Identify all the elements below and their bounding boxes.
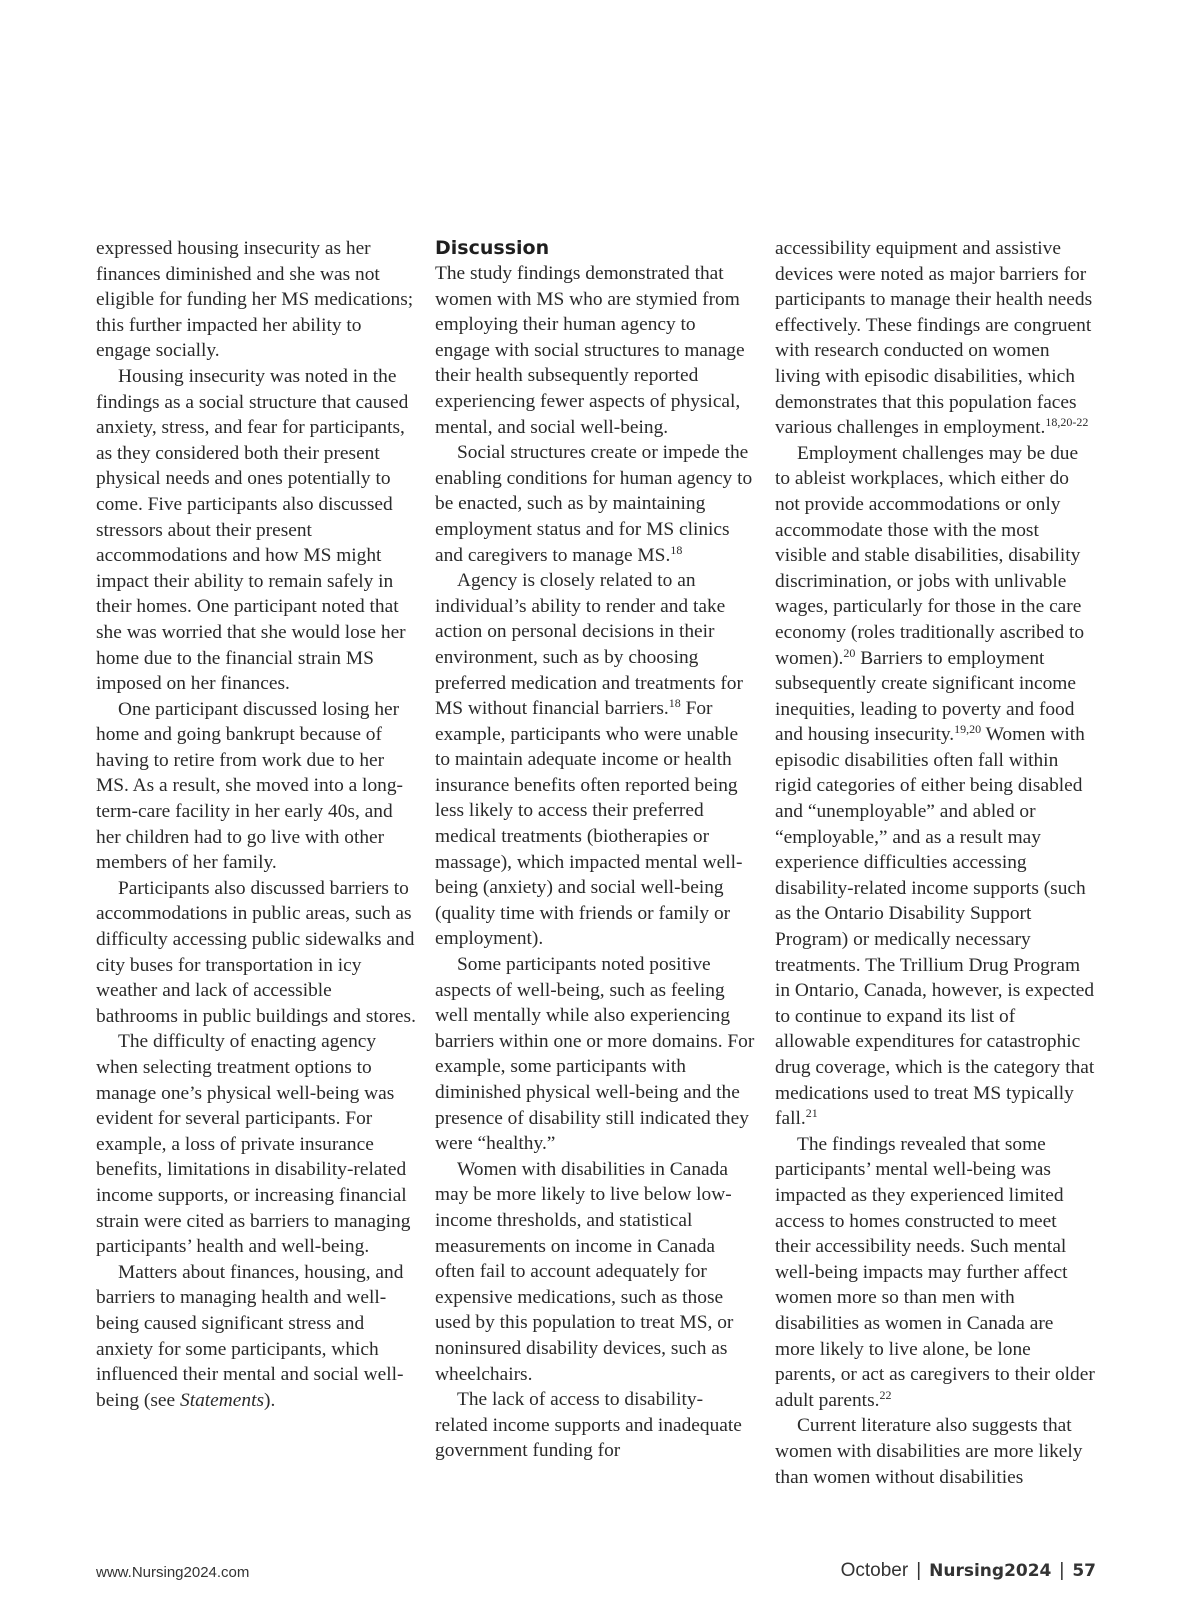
section-heading-discussion: Discussion bbox=[435, 237, 550, 259]
paragraph bbox=[775, 1413, 1095, 1490]
paragraph-text: One participant discussed losing her home and going bankrupt because of having to retire from work due to her MS. As a result, she moved into a long-term-care facility in her early 40s, and her children had to go live with other members of her family. bbox=[96, 698, 403, 874]
paragraph-text: The difficulty of enacting agency when selecting treatment options to manage one’s physical well-being was evident for several participants. For example, a loss of private insurance benefits, limitations in disability-related income supports, or increasing financial strain were cited as barriers to managing participants’ health and well-being. bbox=[96, 1031, 411, 1258]
column-1 bbox=[96, 236, 416, 1413]
footer-magazine-title: Nursing2024 bbox=[929, 1561, 1052, 1581]
footer-separator: | bbox=[916, 1560, 922, 1581]
citation-superscript: 18 bbox=[670, 542, 683, 557]
paragraph-text: Social structures create or impede the enabling conditions for human agency to be enacted, such as by maintaining employment status and for MS clinics and caregivers to manage MS. bbox=[435, 442, 753, 566]
paragraph bbox=[775, 441, 1095, 1132]
column-2 bbox=[435, 236, 755, 1464]
paragraph-text: accessibility equipment and assistive devices were noted as major barriers for participants to manage their health needs effectively. These findings are congruent with research conducted on women living with episodic disabilities, which demonstrates that this population faces various challenges in employment. bbox=[775, 238, 1093, 439]
column-2-body bbox=[435, 261, 755, 1464]
paragraph-text: Women with disabilities in Canada may be more likely to live below low-income thresholds, and statistical measurements on income in Canada often fail to account adequately for expensive medications, such as those used by this population to treat MS, or noninsured disability devices, such as wheelchairs. bbox=[435, 1158, 734, 1385]
citation-superscript: 19,20 bbox=[954, 722, 982, 737]
paragraph bbox=[775, 236, 1095, 441]
italic-text: Statements bbox=[180, 1389, 265, 1411]
paragraph bbox=[435, 952, 755, 1157]
footer-separator: | bbox=[1059, 1560, 1065, 1581]
paragraph-text: Current literature also suggests that women with disabilities are more likely than women without disabilities bbox=[775, 1415, 1083, 1488]
paragraph-text: Employment challenges may be due to ableist workplaces, which either do not provide accommodations or only accommodate those with the most visible and stable disabilities, disability discrimination, or jobs with unlivable wages, particularly for those in the care economy (roles traditionally ascribed to women). bbox=[775, 442, 1085, 669]
paragraph-text: Barriers to employment subsequently create significant income inequities, leading to poverty and food and housing insecurity. bbox=[775, 647, 1076, 746]
paragraph-text: The lack of access to disability-related income supports and inadequate government funding for bbox=[435, 1389, 742, 1462]
citation-superscript: 22 bbox=[879, 1387, 892, 1402]
paragraph bbox=[435, 261, 755, 440]
paragraph-text: The findings revealed that some participants’ mental well-being was impacted as they experienced limited access to homes constructed to meet their accessibility needs. Such mental well-being impacts may further affect women more so than men with disabilities as women in Canada are more likely to live alone, be lone parents, or act as caregivers to their older adult parents. bbox=[775, 1133, 1095, 1411]
footer-folio bbox=[841, 1560, 1096, 1582]
paragraph bbox=[96, 1260, 416, 1414]
paragraph-text: Participants also discussed barriers to accommodations in public areas, such as difficulty accessing public sidewalks and city buses for transportation in icy weather and lack of accessible bathrooms in public buildings and stores. bbox=[96, 877, 416, 1027]
paragraph-text: Agency is closely related to an individual’s ability to render and take action on personal decisions in their environment, such as by choosing preferred medication and treatments for MS without financial barriers. bbox=[435, 570, 743, 720]
paragraph bbox=[435, 1387, 755, 1464]
citation-superscript: 21 bbox=[805, 1106, 818, 1121]
paragraph bbox=[435, 568, 755, 952]
citation-superscript: 18 bbox=[668, 696, 681, 711]
paragraph-text: Women with episodic disabilities often fall within rigid categories of either being disabled and “unemployable” and abled or “employable,” and as a result may experience difficulties accessing disability-related income supports (such as the Ontario Disability Support Program) or medically necessary treatments. The Trillium Drug Program in Ontario, Canada, however, is expected to continue to expand its list of allowable expenditures for catastrophic drug coverage, which is the category that medications used to treat MS typically fall. bbox=[775, 724, 1095, 1130]
paragraph-text: Some participants noted positive aspects of well-being, such as feeling well mentally while also experiencing barriers within one or more domains. For example, some participants with diminished physical well-being and the presence of disability still indicated they were “healthy.” bbox=[435, 954, 755, 1155]
paragraph bbox=[775, 1132, 1095, 1414]
footer-website: www.Nursing2024.com bbox=[96, 1564, 250, 1581]
paragraph bbox=[96, 876, 416, 1030]
paragraph bbox=[96, 364, 416, 697]
paragraph bbox=[435, 440, 755, 568]
citation-superscript: 20 bbox=[843, 645, 856, 660]
paragraph bbox=[435, 1157, 755, 1387]
page-number: 57 bbox=[1072, 1561, 1096, 1581]
paragraph bbox=[96, 1029, 416, 1259]
column-3 bbox=[775, 236, 1095, 1490]
paragraph-text: For example, participants who were unable to maintain adequate income or health insurance benefits often reported being less likely to access their preferred medical treatments (biotherapies or massage), which impacted mental well-being (anxiety) and social well-being (quality time with friends or family or employment). bbox=[435, 698, 743, 950]
paragraph-text: expressed housing insecurity as her finances diminished and she was not eligible for funding her MS medications; this further impacted her ability to engage socially. bbox=[96, 238, 414, 362]
footer-month: October bbox=[840, 1560, 909, 1581]
paragraph-text: Housing insecurity was noted in the findings as a social structure that caused anxiety, stress, and fear for participants, as they considered both their present physical needs and ones potentially to come. Five participants also discussed stressors about their present accommodations and how MS might impact their ability to remain safely in their homes. One participant noted that she was worried that she would lose her home due to the financial strain MS imposed on her finances. bbox=[96, 365, 409, 695]
paragraph-text: Matters about finances, housing, and barriers to managing health and well-being caused significant stress and anxiety for some participants, which influenced their mental and social well-being (see bbox=[96, 1261, 404, 1411]
paragraph-text: ). bbox=[264, 1389, 276, 1411]
paragraph-text: The study findings demonstrated that women with MS who are stymied from employing their human agency to engage with social structures to manage their health subsequently reported experiencing fewer aspects of physical, mental, and social well-being. bbox=[435, 263, 745, 438]
paragraph bbox=[96, 236, 416, 364]
paragraph bbox=[96, 697, 416, 876]
citation-superscript: 18,20-22 bbox=[1045, 415, 1089, 430]
